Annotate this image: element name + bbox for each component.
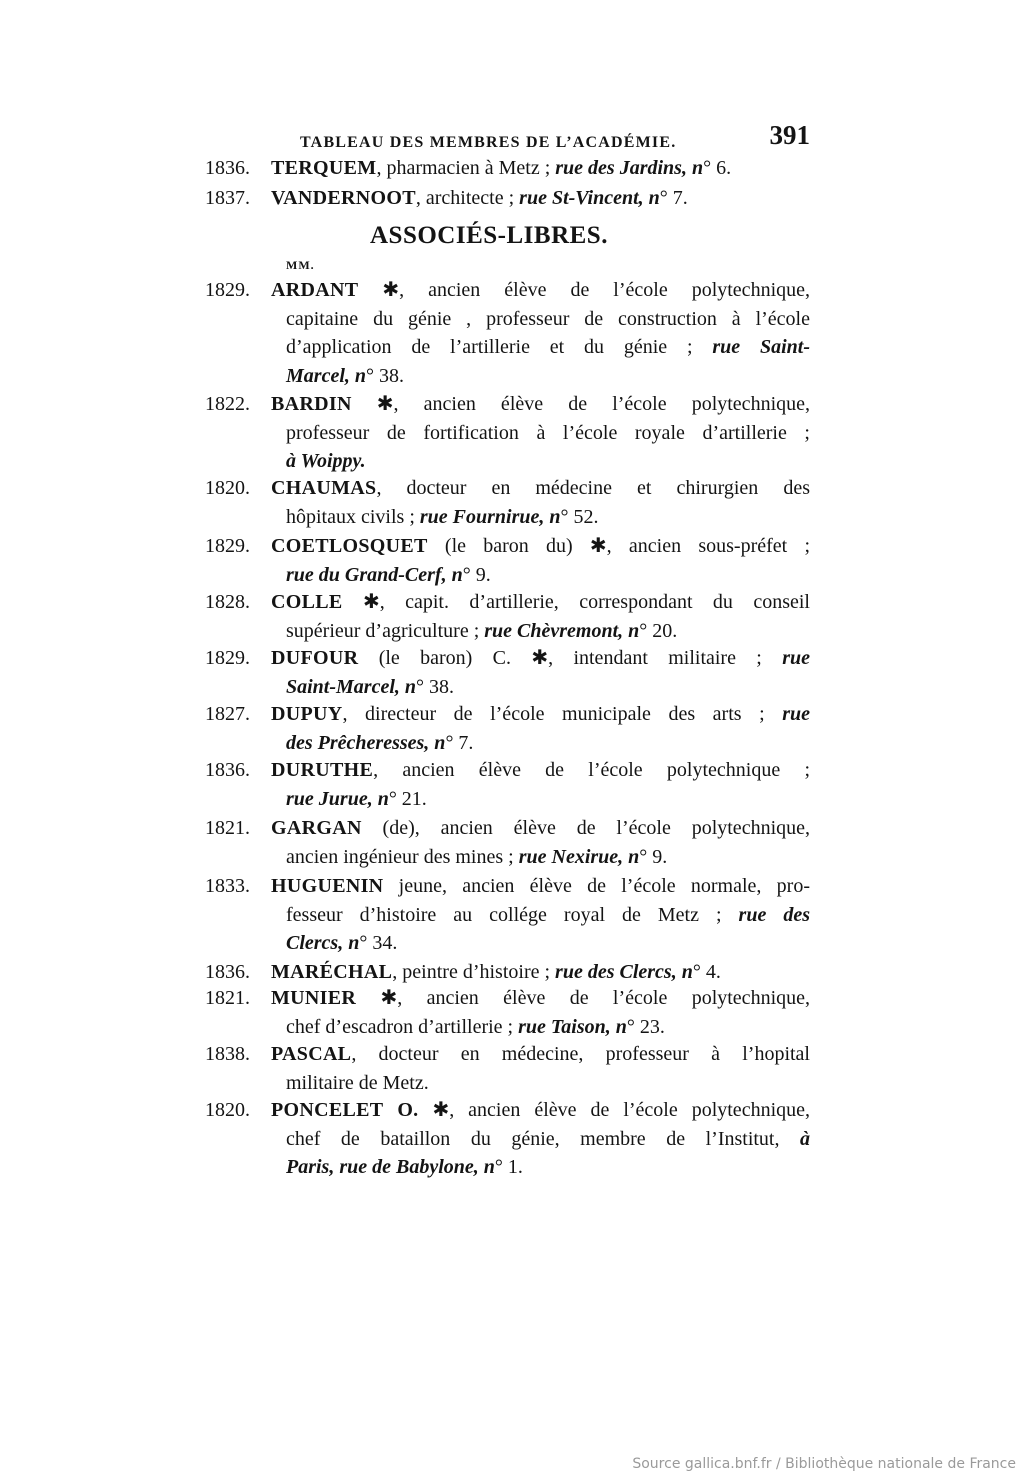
entry-text: , architecte ; [415, 187, 520, 209]
entry-text: militaire de Metz. [286, 1071, 429, 1094]
member-name: ARDANT [271, 279, 359, 301]
entry-first-line [205, 588, 810, 617]
address-text: à Woippy. [286, 450, 366, 472]
entry-year: 1827. [205, 703, 250, 725]
entry-continuation-line [205, 503, 810, 532]
entry-text: ° 7. [445, 731, 474, 754]
address-text: n [686, 157, 704, 179]
member-entry [205, 532, 810, 589]
entry-text: ° 1. [494, 1156, 523, 1178]
entry-text: (le baron du) ✱, ancien sous-préfet ; [427, 535, 810, 557]
member-entry [205, 984, 810, 1041]
entry-text: ✱, capit. d’artillerie, correspondant du conseil [342, 591, 810, 613]
member-entry [205, 644, 810, 701]
entry-text: ° 7. [659, 187, 688, 209]
entry-continuation-line [205, 843, 810, 872]
entry-year: 1829. [205, 279, 250, 301]
address-text: à [800, 1127, 810, 1150]
entry-text: ° 34. [359, 932, 398, 954]
member-entry [205, 184, 810, 213]
entry-year: 1838. [205, 1043, 250, 1065]
entry-text: professeur de fortification à l’école royale d’artillerie ; [286, 421, 810, 444]
entry-continuation-line [205, 673, 810, 702]
entry-text: , pharmacien à Metz ; [376, 157, 556, 179]
entry-year: 1828. [205, 591, 250, 613]
entry-text: (le baron) C. ✱, intendant militaire ; [358, 647, 783, 669]
entry-continuation-line [205, 617, 810, 646]
address-text: rue des Jardins, [555, 157, 687, 179]
member-name: CHAUMAS [271, 477, 377, 499]
address-text: des Prêcheresses, n [286, 731, 446, 754]
member-name: DURUTHE [271, 759, 374, 781]
entry-continuation-line [205, 1013, 810, 1042]
entry-text: , docteur en médecine, professeur à l’hopital [351, 1043, 810, 1065]
member-entry [205, 154, 810, 183]
entry-year: 1833. [205, 875, 250, 897]
entry-text: , docteur en médecine et chirurgien des [376, 477, 810, 499]
entry-first-line [205, 1096, 810, 1125]
member-name: VANDERNOOT [271, 187, 416, 209]
entry-text: ° 6. [703, 157, 732, 179]
member-name: TERQUEM [271, 157, 377, 179]
entry-text: hôpitaux civils ; [286, 505, 420, 528]
entry-year: 1829. [205, 535, 250, 557]
entry-continuation-line [205, 333, 810, 362]
member-entry [205, 814, 810, 871]
entry-year: 1836. [205, 157, 250, 179]
address-text: Paris, rue de Babylone, n [286, 1156, 495, 1178]
address-text: rue du Grand-Cerf, n [286, 563, 463, 586]
entry-text: ° 52. [560, 505, 599, 528]
member-entry [205, 390, 810, 476]
member-entry [205, 700, 810, 757]
address-text: rue des Clercs, n [555, 961, 693, 983]
entry-continuation-line [205, 785, 810, 814]
address-text: rue Fournirue, n [419, 505, 561, 528]
member-entry [205, 872, 810, 958]
address-text: Clercs, n [286, 932, 360, 954]
entry-continuation-line [205, 1153, 810, 1182]
entry-year: 1829. [205, 647, 250, 669]
entry-first-line [205, 756, 810, 785]
address-text: rue Saint- [712, 336, 810, 358]
entry-year: 1821. [205, 987, 250, 1009]
member-entry [205, 1096, 810, 1182]
entry-year: 1836. [205, 759, 250, 781]
entry-continuation-line [205, 447, 810, 476]
member-name: COLLE [271, 591, 343, 613]
member-name: GARGAN [271, 817, 362, 839]
entry-text: ✱, ancien élève de l’école polytechnique, [418, 1099, 810, 1121]
entry-text: , ancien élève de l’école polytechnique ; [373, 759, 810, 781]
member-entry [205, 958, 810, 987]
entry-continuation-line [205, 561, 810, 590]
address-text: rue [782, 647, 810, 669]
entry-year: 1820. [205, 1099, 250, 1121]
entry-text: ° 4. [692, 961, 721, 983]
entry-first-line [205, 644, 810, 673]
entry-year: 1836. [205, 961, 250, 983]
entry-text: jeune, ancien élève de l’école normale, pro- [383, 875, 810, 897]
entry-first-line [205, 958, 810, 987]
entry-first-line [205, 184, 810, 213]
mm-label: MM. [286, 258, 315, 272]
entry-text: , peintre d’histoire ; [392, 961, 556, 983]
member-entry [205, 756, 810, 813]
entry-text: ancien ingénieur des mines ; [286, 845, 519, 868]
page-number: 391 [769, 120, 810, 150]
entry-text: fesseur d’histoire au collége royal de Metz ; [286, 903, 739, 926]
entry-text: , directeur de l’école municipale des arts ; [342, 703, 783, 725]
address-text: rue [782, 703, 810, 725]
running-title: TABLEAU DES MEMBRES DE L’ACADÉMIE. [300, 134, 677, 151]
entry-continuation-line [205, 1125, 810, 1154]
entry-text: chef d’escadron d’artillerie ; [286, 1015, 519, 1038]
member-name: COETLOSQUET [271, 535, 428, 557]
entry-text: d’application de l’artillerie et du génie ; [286, 336, 713, 358]
entry-first-line [205, 276, 810, 305]
address-text: Saint-Marcel, n [286, 675, 417, 698]
entry-first-line [205, 532, 810, 561]
entry-text: ° 38. [366, 364, 404, 387]
entry-first-line [205, 390, 810, 419]
entry-continuation-line [205, 362, 810, 391]
entry-continuation-line [205, 1069, 810, 1098]
entry-text: ✱, ancien élève de l’école polytechnique, [351, 393, 810, 415]
entry-text: ✱, ancien élève de l’école polytechnique, [356, 987, 810, 1009]
section-title: ASSOCIÉS-LIBRES. [370, 222, 608, 249]
member-name: PASCAL [271, 1043, 352, 1065]
member-entry [205, 1040, 810, 1097]
member-name: MARÉCHAL [271, 961, 393, 983]
entry-text: ° 9. [462, 563, 491, 586]
entry-text: supérieur d’agriculture ; [286, 619, 485, 642]
entry-text: ° 23. [626, 1015, 665, 1038]
address-text: rue Nexirue, n [518, 845, 640, 868]
member-name: BARDIN [271, 393, 352, 415]
source-footer: Source gallica.bnf.fr / Bibliothèque nationale de France [632, 1456, 1016, 1472]
entry-text: chef de bataillon du génie, membre de l’Institut, [286, 1127, 800, 1150]
entry-first-line [205, 700, 810, 729]
entry-continuation-line [205, 305, 810, 334]
member-entry [205, 276, 810, 390]
entry-year: 1821. [205, 817, 250, 839]
member-name: DUFOUR [271, 647, 359, 669]
address-text: rue St-Vincent, n [519, 187, 660, 209]
address-text: rue Taison, n [518, 1015, 627, 1038]
member-entry [205, 474, 810, 531]
entry-text: capitaine du génie , professeur de construction à l’école [286, 307, 810, 330]
entry-year: 1820. [205, 477, 250, 499]
entry-text: ° 21. [388, 787, 427, 810]
member-name: HUGUENIN [271, 875, 384, 897]
address-text: rue des [738, 903, 810, 926]
entry-year: 1822. [205, 393, 250, 415]
entry-text: (de), ancien élève de l’école polytechnique, [361, 817, 810, 839]
entry-year: 1837. [205, 187, 250, 209]
entry-text: ° 38. [416, 675, 455, 698]
entry-first-line [205, 872, 810, 901]
member-name: MUNIER [271, 987, 357, 1009]
entry-first-line [205, 474, 810, 503]
entry-first-line [205, 154, 810, 183]
entry-text: ✱, ancien élève de l’école polytechnique, [358, 279, 810, 301]
entry-continuation-line [205, 419, 810, 448]
member-entry [205, 588, 810, 645]
entry-first-line [205, 1040, 810, 1069]
entry-continuation-line [205, 929, 810, 958]
member-name: DUPUY [271, 703, 343, 725]
entry-text: ° 9. [639, 845, 668, 868]
address-text: rue Chèvremont, n [484, 619, 640, 642]
entry-continuation-line [205, 901, 810, 930]
member-name: PONCELET O. [271, 1099, 419, 1121]
address-text: Marcel, n [286, 364, 366, 387]
entry-continuation-line [205, 729, 810, 758]
address-text: rue Jurue, n [286, 787, 389, 810]
entry-text: ° 20. [639, 619, 678, 642]
entry-first-line [205, 984, 810, 1013]
entry-first-line [205, 814, 810, 843]
